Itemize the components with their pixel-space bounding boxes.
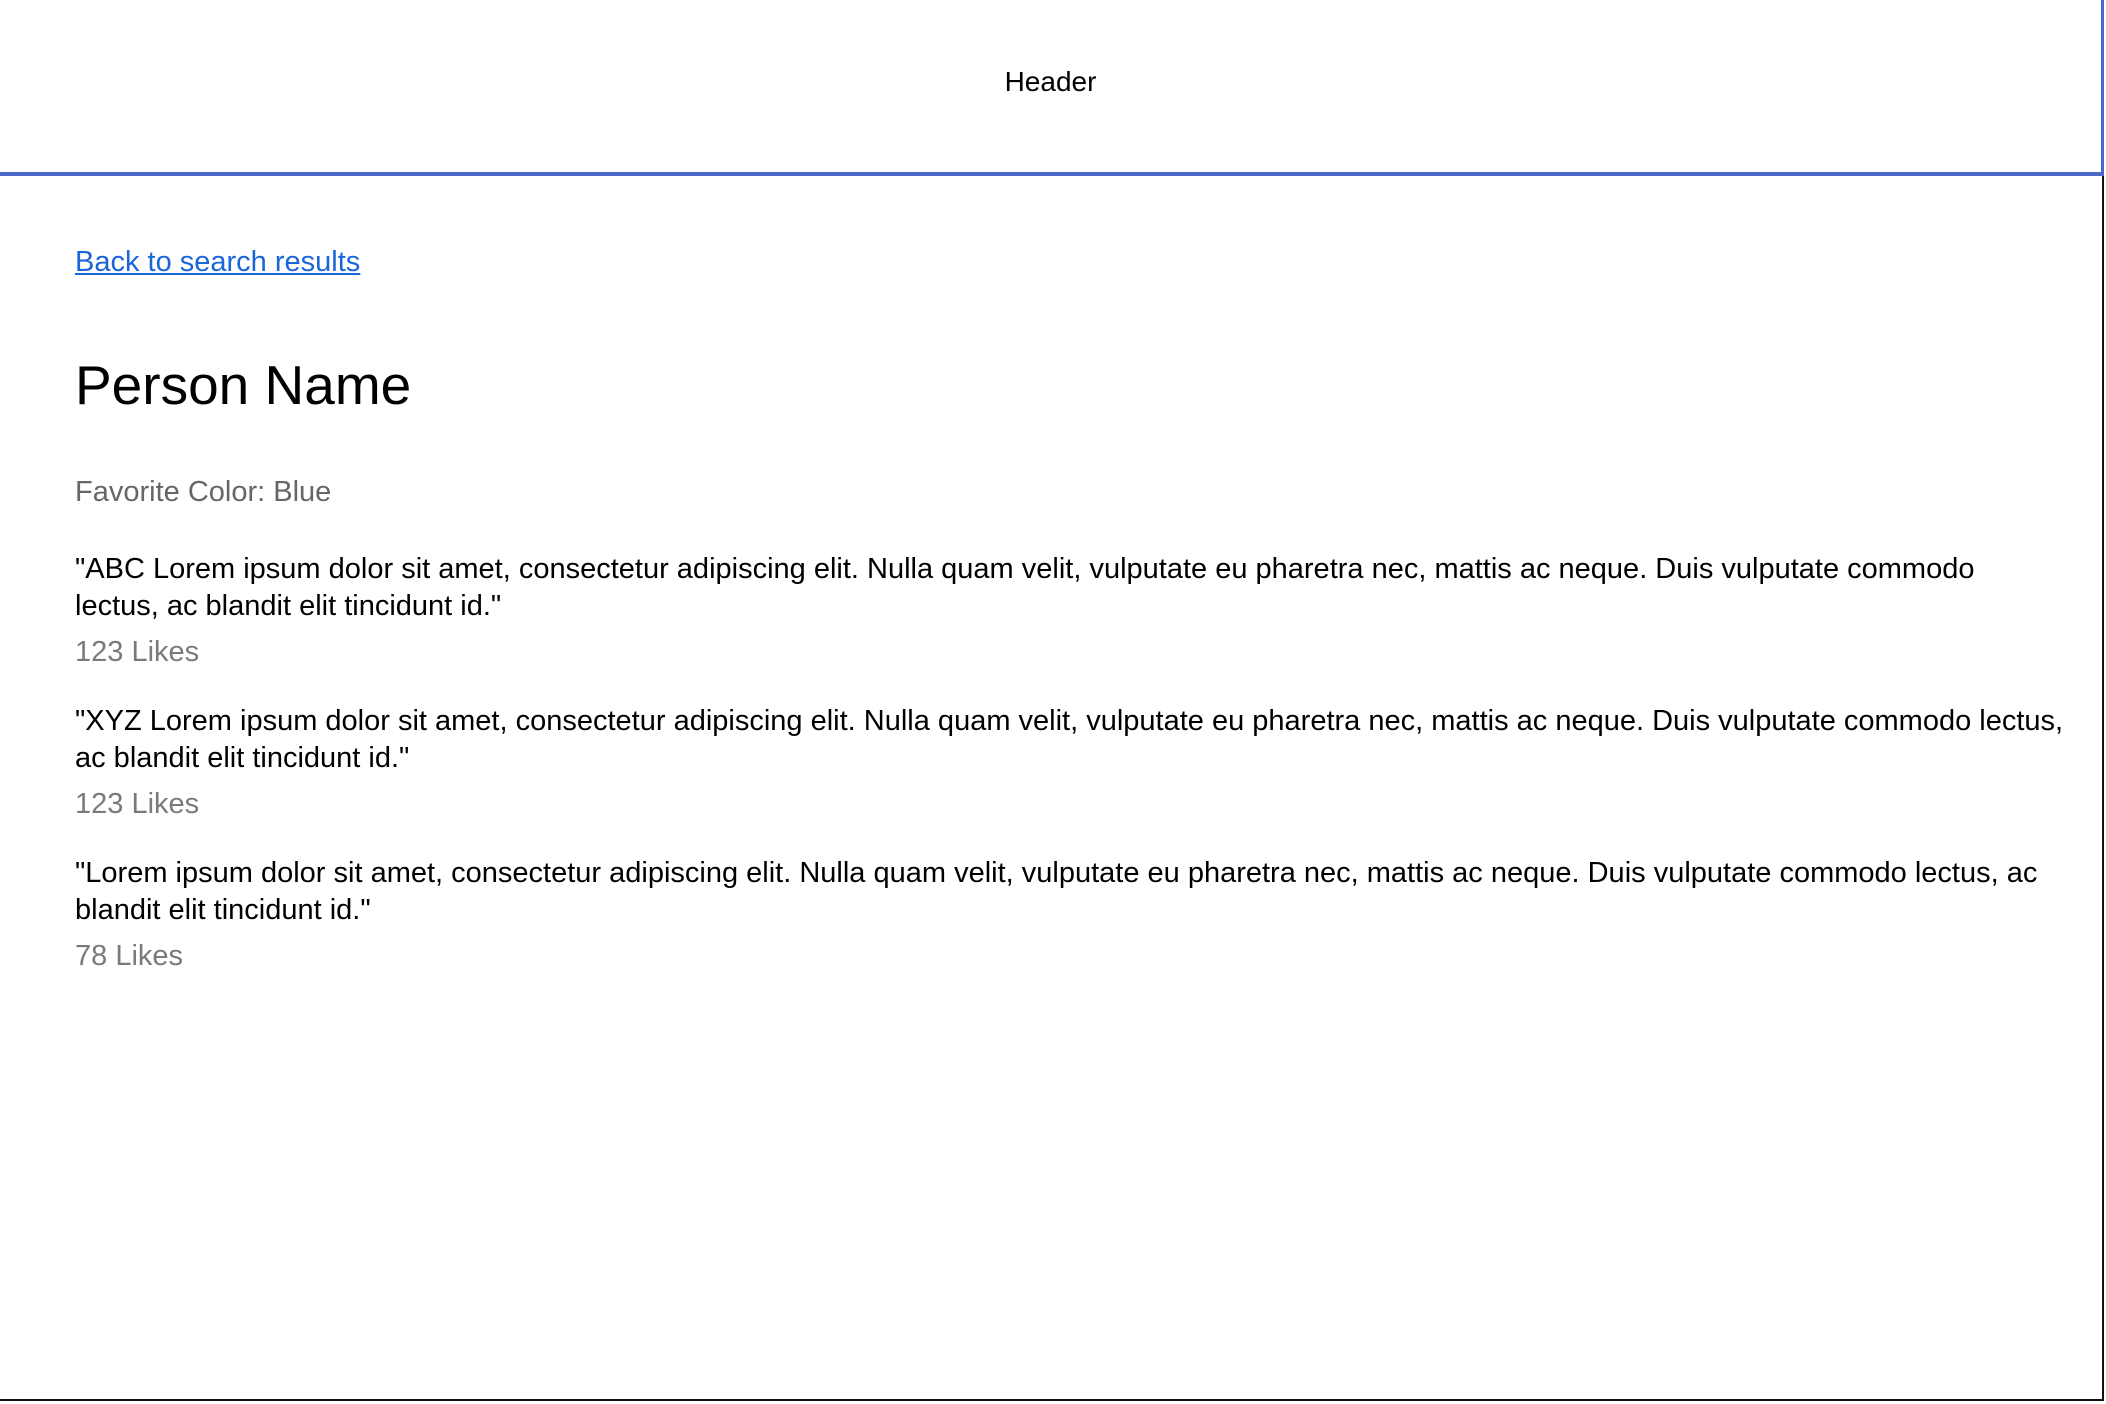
- page-title: Person Name: [75, 354, 412, 416]
- quote-likes: 78 Likes: [75, 939, 184, 972]
- quote-item: [75, 855, 2065, 973]
- main-content: [75, 246, 2065, 1007]
- header-title: Header: [1004, 66, 1097, 97]
- quote-text: "Lorem ipsum dolor sit amet, consectetur adipiscing elit. Nulla quam velit, vulputate eu pharetra nec, mattis ac neque. Duis vulputate commodo lectus, ac blandit elit tincidunt id.": [75, 856, 2038, 926]
- back-to-search-results-link[interactable]: Back to search results: [75, 246, 361, 278]
- quote-item: [75, 551, 2065, 669]
- quote-text: "ABC Lorem ipsum dolor sit amet, consectetur adipiscing elit. Nulla quam velit, vulputate eu pharetra nec, mattis ac neque. Duis vulputate commodo lectus, ac blandit elit tincidunt id.": [75, 552, 1975, 622]
- quote-likes: 123 Likes: [75, 635, 200, 668]
- quote-list: [75, 551, 2065, 973]
- quote-item: [75, 703, 2065, 821]
- page-header: [0, 0, 2104, 176]
- favorite-color: Favorite Color: Blue: [75, 475, 332, 508]
- quote-text: "XYZ Lorem ipsum dolor sit amet, consectetur adipiscing elit. Nulla quam velit, vulputate eu pharetra nec, mattis ac neque. Duis vulputate commodo lectus, ac blandit elit tincidunt id.": [75, 704, 2064, 774]
- quote-likes: 123 Likes: [75, 787, 200, 820]
